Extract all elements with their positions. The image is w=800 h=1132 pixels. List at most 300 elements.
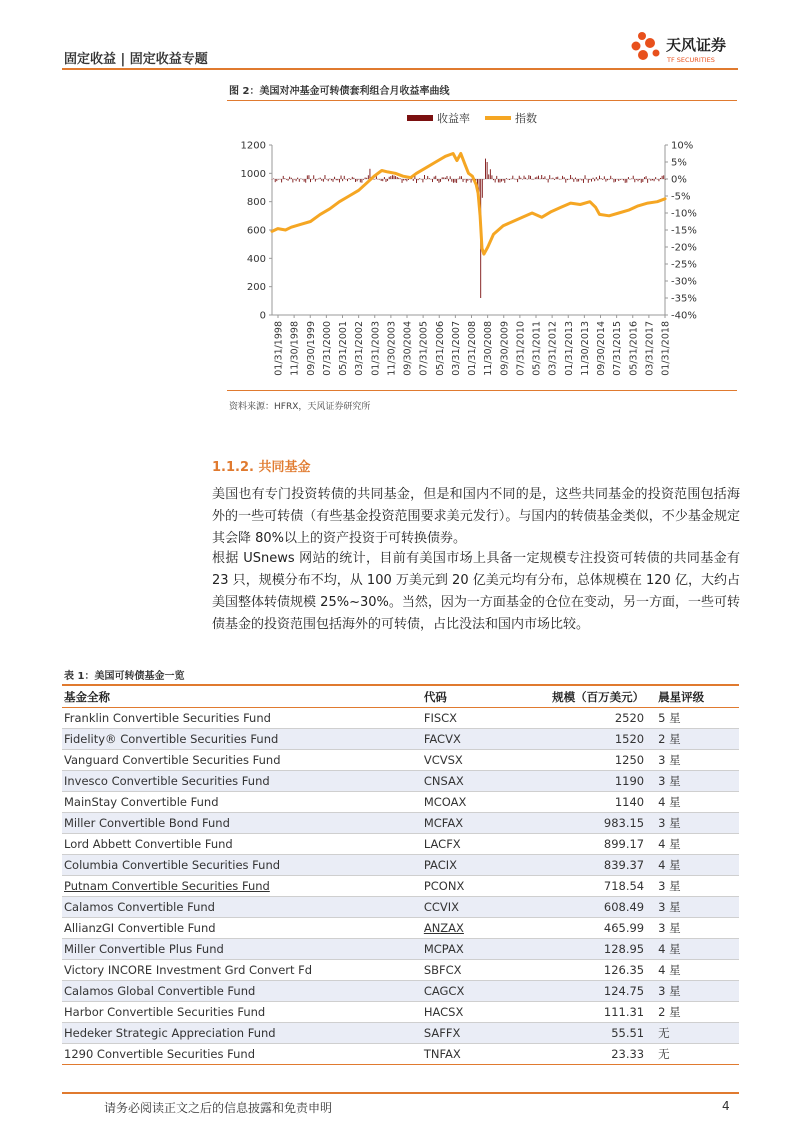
return-bar [569,179,570,180]
fund-name: Harbor Convertible Securities Fund [62,1002,422,1023]
return-bar [657,179,658,180]
return-bar [633,176,634,179]
return-bar [525,178,526,179]
return-bar [440,179,441,182]
fund-size: 1250 [534,750,656,771]
fund-rating: 3 星 [656,813,739,834]
right-tick-label: -10% [671,208,697,220]
table-row [62,939,739,960]
return-bar [365,178,366,179]
return-bar [463,179,464,182]
fund-code: MCOAX [422,792,535,813]
table-row [62,960,739,981]
return-bar [360,179,361,182]
return-bar [336,179,337,180]
return-bar [416,179,417,183]
return-bar [418,179,419,180]
fund-rating: 无 [656,1044,739,1065]
return-bar [548,179,549,182]
return-bar [638,179,639,181]
table-row [62,897,739,918]
right-axis-ticks [665,141,697,322]
return-bar [435,176,436,179]
return-bar [549,175,550,179]
return-bar [342,179,343,181]
legend-swatch-return [407,115,433,121]
return-bar [564,177,565,179]
fund-size: 128.95 [534,939,656,960]
right-tick-label: -40% [671,310,697,322]
x-tick-label: 11/30/2008 [483,321,495,376]
return-bar [305,179,306,183]
return-bar [500,179,501,183]
table-row [62,1023,739,1044]
chart-line-index [272,154,665,255]
left-tick-label: 0 [259,310,266,322]
return-bar [429,178,430,179]
footer-rule [62,1092,739,1094]
fund-name: Invesco Convertible Securities Fund [62,771,422,792]
table-title: 表 1：美国可转债基金一览 [64,671,185,682]
return-bar [408,179,409,180]
return-bar [426,179,427,180]
return-bar [482,179,483,198]
return-bar [456,179,457,183]
return-bar [628,177,629,179]
x-axis-ticks [274,315,672,376]
return-bar [557,177,558,179]
return-bar [527,179,528,180]
return-bar [333,179,334,182]
return-bar [615,179,616,182]
return-bar [276,179,277,181]
fund-size: 718.54 [534,876,656,897]
return-bar [641,179,642,183]
return-bar [551,179,552,180]
return-bar [490,169,491,179]
return-bar [528,175,529,179]
return-bar [442,177,443,179]
x-tick-label: 07/31/2000 [321,321,333,376]
return-bar [357,179,358,181]
left-tick-label: 600 [246,225,266,237]
return-bar [585,175,586,179]
fund-name: Miller Convertible Plus Fund [62,939,422,960]
return-bar [543,178,544,179]
header-code: 代码 [422,686,535,708]
fund-rating: 4 星 [656,960,739,981]
return-bar [514,179,515,180]
index-line [272,154,665,255]
legend-label-index: 指数 [515,112,537,125]
legend-swatch-index [485,116,511,120]
fund-name: Calamos Convertible Fund [62,897,422,918]
return-bar [317,179,318,180]
return-bar [321,179,322,181]
table-row [62,813,739,834]
return-bar [593,178,594,179]
return-bar [355,179,356,182]
return-bar [488,174,489,179]
x-tick-label: 01/31/1998 [273,321,285,376]
fund-rating: 3 星 [656,918,739,939]
chart-legend [407,111,537,125]
logo-name-en: TF SECURITIES [667,56,715,64]
left-tick-label: 200 [246,282,266,294]
return-bar [296,179,297,181]
x-tick-label: 05/31/2001 [338,321,349,376]
fund-code: MCFAX [422,813,535,834]
return-bar [366,178,367,179]
fund-rating: 3 星 [656,771,739,792]
figure-rule-top [227,100,737,101]
return-bar [631,179,632,180]
return-bar [559,179,560,180]
return-bar [379,179,380,180]
fund-code: FISCX [422,708,535,729]
return-bar [561,179,562,180]
return-bar [445,178,446,179]
return-bar [487,162,488,179]
return-bar [392,175,393,179]
fund-size: 111.31 [534,1002,656,1023]
left-tick-label: 1000 [240,168,266,180]
return-bar [448,179,449,181]
return-bar [655,177,656,179]
fund-name: AllianzGI Convertible Fund [62,918,422,939]
return-bar [605,179,606,182]
fund-size: 1190 [534,771,656,792]
return-bar [443,177,444,179]
fund-rating: 4 星 [656,855,739,876]
right-tick-label: -30% [671,276,697,288]
return-bar [586,179,587,180]
return-bar [386,179,387,182]
return-bar [540,179,541,180]
return-bar [376,176,377,179]
x-tick-label: 03/31/2017 [644,321,656,376]
return-bar [662,176,663,179]
fund-rating: 5 星 [656,708,739,729]
fund-rating: 3 星 [656,897,739,918]
return-bar [394,176,395,179]
left-axis-ticks [241,141,272,322]
right-tick-label: 0% [671,174,687,186]
x-tick-label: 01/31/2003 [370,321,382,376]
return-bar [395,176,396,179]
x-tick-label: 09/30/2009 [499,321,511,376]
return-bar [302,179,303,180]
return-bar [437,179,438,181]
return-bar [649,179,650,180]
return-bar [517,179,518,182]
return-bar [652,179,653,180]
return-bar [498,179,499,182]
return-bar [403,179,404,180]
x-tick-label: 01/31/2008 [467,321,478,376]
right-tick-label: -5% [671,191,691,203]
return-bar [419,178,420,179]
return-bar [524,176,525,179]
return-bar [552,178,553,179]
fund-code: CAGCX [422,981,535,1002]
fund-rating: 3 星 [656,981,739,1002]
return-bar [467,179,468,181]
return-bar [461,176,462,179]
return-bar [610,176,611,179]
return-bar [636,179,637,180]
fund-size: 899.17 [534,834,656,855]
x-tick-label: 09/30/2004 [402,321,414,376]
x-tick-label: 01/31/2018 [660,321,672,376]
fund-rating: 4 星 [656,792,739,813]
fund-name: MainStay Convertible Fund [62,792,422,813]
return-bar [516,179,517,180]
table-row [62,1044,739,1065]
return-bar [424,175,425,179]
return-bar [288,179,289,181]
logo-name-cn: 天风证券 [666,36,727,54]
return-bar [663,175,664,179]
fund-code: CCVIX [422,897,535,918]
fund-code: PCONX [422,876,535,897]
return-bar [345,179,346,180]
return-bar [522,179,523,180]
return-bar [315,179,316,182]
return-bar [485,159,486,179]
return-bar [329,179,330,180]
return-bar [421,179,422,180]
return-bar [506,178,507,179]
fund-code [422,918,535,939]
return-bar [453,179,454,183]
return-bar [313,175,314,179]
fund-size: 23.33 [534,1044,656,1065]
return-bar [464,179,465,180]
return-bar [512,176,513,179]
figure-source: 资料来源：HFRX，天风证券研究所 [229,402,371,412]
return-bar [503,179,504,181]
return-bar [580,179,581,180]
return-bar [369,169,370,179]
return-bar [310,179,311,182]
x-tick-label: 03/31/2007 [450,321,462,376]
table-row [62,1002,739,1023]
header-rating: 晨星评级 [656,686,739,708]
return-bar [325,175,326,179]
return-bar [572,178,573,179]
return-bar [597,179,598,181]
fund-rating: 3 星 [656,750,739,771]
hedge-fund-arbitrage-chart [227,104,739,390]
return-bar [278,179,279,180]
chart-bars-return [272,159,666,298]
return-bar [565,179,566,183]
paragraph-2: 根据 USnews 网站的统计，目前有美国市场上具备一定规模专注投资可转债的共同基金有 23 只，规模分布不均，从 100 万美元到 20 亿美元均有分布，总体规模在 120 亿，大约占美国整体转债规模 25%~30%。当然，因为一方面基金的仓位在变动，另一方面，一些可转债基金的投资范围包括海外的可转债，占比没法和国内市场比较。 [212,551,740,632]
return-bar [530,176,531,179]
return-bar [413,179,414,181]
table-row [62,729,739,750]
table-row [62,708,739,729]
return-bar [400,179,401,180]
x-tick-label: 09/30/1999 [305,321,317,376]
fund-name: Fidelity® Convertible Securities Fund [62,729,422,750]
left-tick-label: 400 [246,253,266,265]
return-bar [337,179,338,180]
fund-code: FACVX [422,729,535,750]
fund-code: VCVSX [422,750,535,771]
x-tick-label: 11/30/2003 [386,321,398,376]
fund-rating: 2 星 [656,1002,739,1023]
return-bar [455,179,456,182]
return-bar [654,179,655,181]
table-header-row [62,686,739,708]
x-tick-label: 03/31/2012 [547,321,559,376]
return-bar [361,179,362,183]
return-bar [658,179,659,181]
return-bar [275,179,276,182]
return-bar [617,179,618,180]
fund-size: 2520 [534,708,656,729]
return-bar [363,179,364,180]
return-bar [538,176,539,179]
fund-code-link: ANZAX [423,921,464,935]
x-tick-label: 05/31/2016 [628,321,640,376]
return-bar [609,179,610,180]
table-row [62,771,739,792]
right-tick-label: 10% [671,140,694,152]
return-bar [554,179,555,180]
return-bar [501,179,502,182]
table-row [62,855,739,876]
return-bar [594,179,595,181]
fund-code: HACSX [422,1002,535,1023]
fund-code: PACIX [422,855,535,876]
return-bar [402,179,403,183]
return-bar [280,179,281,180]
return-bar [634,179,635,182]
table-row [62,918,739,939]
table-row [62,750,739,771]
fund-rating: 无 [656,1023,739,1044]
return-bar [459,176,460,179]
x-tick-label: 11/30/2013 [579,321,591,376]
fund-name: Calamos Global Convertible Fund [62,981,422,1002]
return-bar [495,179,496,182]
return-bar [556,177,557,179]
return-bar [353,178,354,179]
fund-name: Vanguard Convertible Securities Fund [62,750,422,771]
return-bar [491,175,492,179]
return-bar [535,177,536,179]
fund-size: 124.75 [534,981,656,1002]
return-bar [384,177,385,179]
x-tick-label: 11/30/1998 [289,321,301,376]
return-bar [519,176,520,179]
right-tick-label: -15% [671,225,697,237]
return-bar [630,179,631,180]
footer-disclaimer: 请务必阅读正文之后的信息披露和免责申明 [104,1101,333,1115]
return-bar [283,176,284,179]
return-bar [578,179,579,181]
return-bar [422,179,423,182]
x-tick-label: 05/31/2011 [531,321,543,376]
x-tick-label: 07/31/2005 [418,321,430,376]
header-fund-name: 基金全称 [62,686,422,708]
paragraph-1: 美国也有专门投资转债的共同基金，但是和国内不同的是，这些共同基金的投资范围包括海外的一些可转债（有些基金投资范围要求美元发行）。与国内的转债基金类似，不少基金规定其会降 80%以上的资产投资于可转换债券。 [212,487,740,546]
return-bar [286,179,287,180]
return-bar [508,179,509,180]
return-bar [589,179,590,180]
fund-size: 983.15 [534,813,656,834]
left-tick-label: 800 [246,197,266,209]
return-bar [493,179,494,180]
fund-code: MCPAX [422,939,535,960]
return-bar [307,175,308,179]
return-bar [520,178,521,179]
return-bar [398,178,399,179]
legend-label-return: 收益率 [437,112,470,125]
return-bar [352,177,353,179]
fund-name: Franklin Convertible Securities Fund [62,708,422,729]
x-tick-label: 07/31/2010 [515,321,527,376]
return-bar [591,179,592,182]
return-bar [320,178,321,179]
return-bar [546,179,547,180]
x-tick-label: 05/31/2006 [434,321,446,376]
x-tick-label: 03/31/2002 [354,321,366,376]
fund-name [62,876,422,897]
return-bar [378,179,379,180]
fund-size: 608.49 [534,897,656,918]
fund-name: Victory INCORE Investment Grd Convert Fd [62,960,422,981]
fund-size: 839.37 [534,855,656,876]
return-bar [294,179,295,180]
x-tick-label: 09/30/2014 [596,321,607,376]
table-row [62,792,739,813]
return-bar [581,179,582,181]
return-bar [504,179,505,183]
return-bar [308,175,309,179]
fund-name-link: Putnam Convertible Securities Fund [64,879,270,893]
return-bar [347,179,348,181]
return-bar [532,179,533,180]
return-bar [323,179,324,182]
return-bar [299,179,300,182]
return-bar [625,179,626,183]
tf-securities-logo [628,28,748,68]
return-bar [432,179,433,182]
return-bar [339,179,340,182]
return-bar [405,179,406,180]
return-bar [397,177,398,179]
return-bar [368,175,369,179]
return-bar [575,178,576,179]
page-header: 固定收益 | 固定收益专题 [64,52,208,67]
fund-code: CNSAX [422,771,535,792]
return-bar [646,176,647,179]
return-bar [620,179,621,180]
return-bar [334,177,335,179]
fund-code: SBFCX [422,960,535,981]
return-bar [331,179,332,180]
fund-size: 126.35 [534,960,656,981]
return-bar [389,177,390,179]
return-bar [439,179,440,183]
return-bar [300,179,301,180]
return-bar [588,179,589,183]
return-bar [626,179,627,183]
